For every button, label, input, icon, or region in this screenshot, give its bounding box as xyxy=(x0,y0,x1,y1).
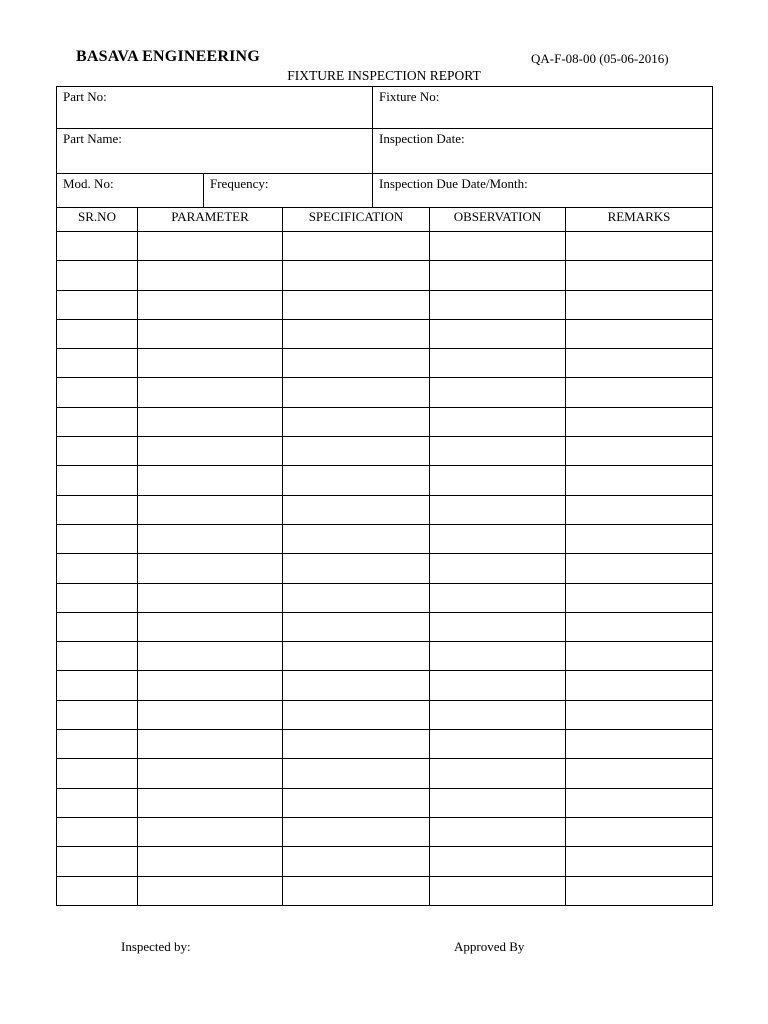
company-name: BASAVA ENGINEERING xyxy=(76,48,260,65)
table-row xyxy=(57,700,713,729)
remarks-cell[interactable] xyxy=(566,349,713,378)
sr-no-cell[interactable] xyxy=(57,700,138,729)
specification-cell[interactable] xyxy=(283,554,430,583)
observation-cell[interactable] xyxy=(430,788,566,817)
sr-no-cell[interactable] xyxy=(57,788,138,817)
sr-no-cell[interactable] xyxy=(57,876,138,905)
remarks-cell[interactable] xyxy=(566,524,713,553)
parameter-cell[interactable] xyxy=(138,437,283,466)
remarks-cell[interactable] xyxy=(566,407,713,436)
remarks-cell[interactable] xyxy=(566,554,713,583)
table-row xyxy=(57,642,713,671)
specification-cell[interactable] xyxy=(283,466,430,495)
parameter-cell[interactable] xyxy=(138,232,283,261)
table-row xyxy=(57,349,713,378)
sr-no-cell[interactable] xyxy=(57,524,138,553)
sr-no-cell[interactable] xyxy=(57,671,138,700)
parameter-cell[interactable] xyxy=(138,261,283,290)
specification-cell[interactable] xyxy=(283,524,430,553)
due-date-field[interactable]: Inspection Due Date/Month: xyxy=(373,174,713,208)
observation-cell[interactable] xyxy=(430,378,566,407)
observation-cell[interactable] xyxy=(430,876,566,905)
specification-cell[interactable] xyxy=(283,261,430,290)
info-row-part-no xyxy=(57,87,713,129)
sr-no-cell[interactable] xyxy=(57,261,138,290)
sr-no-cell[interactable] xyxy=(57,407,138,436)
remarks-cell[interactable] xyxy=(566,700,713,729)
observation-cell[interactable] xyxy=(430,407,566,436)
parameter-cell[interactable] xyxy=(138,642,283,671)
sr-no-cell[interactable] xyxy=(57,847,138,876)
inspection-table xyxy=(56,207,713,906)
parameter-cell[interactable] xyxy=(138,466,283,495)
table-row xyxy=(57,554,713,583)
table-row xyxy=(57,876,713,905)
specification-cell[interactable] xyxy=(283,642,430,671)
table-row xyxy=(57,290,713,319)
sr-no-cell[interactable] xyxy=(57,612,138,641)
remarks-cell[interactable] xyxy=(566,466,713,495)
parameter-cell[interactable] xyxy=(138,583,283,612)
remarks-cell[interactable] xyxy=(566,437,713,466)
form-code: QA-F-08-00 (05-06-2016) xyxy=(531,51,669,66)
table-row xyxy=(57,407,713,436)
approved-by-label: Approved By xyxy=(454,939,525,954)
fixture-no-field[interactable]: Fixture No: xyxy=(373,87,713,129)
parameter-cell[interactable] xyxy=(138,788,283,817)
remarks-cell[interactable] xyxy=(566,378,713,407)
sr-no-cell[interactable] xyxy=(57,232,138,261)
sr-no-cell[interactable] xyxy=(57,730,138,759)
table-row xyxy=(57,847,713,876)
observation-cell[interactable] xyxy=(430,554,566,583)
table-row xyxy=(57,261,713,290)
observation-cell[interactable] xyxy=(430,700,566,729)
specification-cell[interactable] xyxy=(283,583,430,612)
parameter-cell[interactable] xyxy=(138,524,283,553)
mod-no-field[interactable]: Mod. No: xyxy=(57,174,204,208)
table-row xyxy=(57,319,713,348)
inspection-table-body xyxy=(57,232,713,906)
specification-cell[interactable] xyxy=(283,232,430,261)
frequency-field[interactable]: Frequency: xyxy=(204,174,373,208)
column-header-sr-no: SR.NO xyxy=(57,208,138,232)
remarks-cell[interactable] xyxy=(566,495,713,524)
observation-cell[interactable] xyxy=(430,759,566,788)
parameter-cell[interactable] xyxy=(138,876,283,905)
specification-cell[interactable] xyxy=(283,349,430,378)
observation-cell[interactable] xyxy=(430,290,566,319)
parameter-cell[interactable] xyxy=(138,495,283,524)
specification-cell[interactable] xyxy=(283,876,430,905)
observation-cell[interactable] xyxy=(430,817,566,846)
parameter-cell[interactable] xyxy=(138,759,283,788)
parameter-cell[interactable] xyxy=(138,378,283,407)
column-header-specification: SPECIFICATION xyxy=(283,208,430,232)
observation-cell[interactable] xyxy=(430,319,566,348)
observation-cell[interactable] xyxy=(430,261,566,290)
remarks-cell[interactable] xyxy=(566,671,713,700)
observation-cell[interactable] xyxy=(430,495,566,524)
remarks-cell[interactable] xyxy=(566,583,713,612)
sr-no-cell[interactable] xyxy=(57,642,138,671)
specification-cell[interactable] xyxy=(283,437,430,466)
report-title-text: FIXTURE INSPECTION REPORT xyxy=(287,68,481,83)
remarks-cell[interactable] xyxy=(566,261,713,290)
sr-no-cell[interactable] xyxy=(57,554,138,583)
remarks-cell[interactable] xyxy=(566,612,713,641)
specification-cell[interactable] xyxy=(283,495,430,524)
parameter-cell[interactable] xyxy=(138,554,283,583)
remarks-cell[interactable] xyxy=(566,876,713,905)
sr-no-cell[interactable] xyxy=(57,495,138,524)
table-row xyxy=(57,583,713,612)
remarks-cell[interactable] xyxy=(566,788,713,817)
parameter-cell[interactable] xyxy=(138,290,283,319)
sr-no-cell[interactable] xyxy=(57,437,138,466)
observation-cell[interactable] xyxy=(430,612,566,641)
sr-no-cell[interactable] xyxy=(57,817,138,846)
info-row-part-name xyxy=(57,129,713,174)
remarks-cell[interactable] xyxy=(566,847,713,876)
specification-cell[interactable] xyxy=(283,290,430,319)
parameter-cell[interactable] xyxy=(138,671,283,700)
specification-cell[interactable] xyxy=(283,700,430,729)
parameter-cell[interactable] xyxy=(138,817,283,846)
remarks-cell[interactable] xyxy=(566,232,713,261)
table-row xyxy=(57,437,713,466)
column-header-remarks: REMARKS xyxy=(566,208,713,232)
specification-cell[interactable] xyxy=(283,319,430,348)
column-header-observation: OBSERVATION xyxy=(430,208,566,232)
remarks-cell[interactable] xyxy=(566,759,713,788)
observation-cell[interactable] xyxy=(430,349,566,378)
parameter-cell[interactable] xyxy=(138,612,283,641)
table-row xyxy=(57,759,713,788)
sr-no-cell[interactable] xyxy=(57,583,138,612)
specification-cell[interactable] xyxy=(283,788,430,817)
specification-cell[interactable] xyxy=(283,407,430,436)
column-header-parameter: PARAMETER xyxy=(138,208,283,232)
specification-cell[interactable] xyxy=(283,817,430,846)
report-info-table xyxy=(56,86,713,208)
remarks-cell[interactable] xyxy=(566,319,713,348)
observation-cell[interactable] xyxy=(430,730,566,759)
table-row xyxy=(57,495,713,524)
table-row xyxy=(57,671,713,700)
table-row xyxy=(57,612,713,641)
remarks-cell[interactable] xyxy=(566,290,713,319)
observation-cell[interactable] xyxy=(430,642,566,671)
specification-cell[interactable] xyxy=(283,671,430,700)
table-row xyxy=(57,378,713,407)
specification-cell[interactable] xyxy=(283,378,430,407)
table-row xyxy=(57,788,713,817)
observation-cell[interactable] xyxy=(430,583,566,612)
parameter-cell[interactable] xyxy=(138,730,283,759)
specification-cell[interactable] xyxy=(283,730,430,759)
parameter-cell[interactable] xyxy=(138,319,283,348)
sr-no-cell[interactable] xyxy=(57,319,138,348)
remarks-cell[interactable] xyxy=(566,642,713,671)
sr-no-cell[interactable] xyxy=(57,466,138,495)
specification-cell[interactable] xyxy=(283,847,430,876)
specification-cell[interactable] xyxy=(283,612,430,641)
parameter-cell[interactable] xyxy=(138,700,283,729)
observation-cell[interactable] xyxy=(430,671,566,700)
table-row xyxy=(57,730,713,759)
observation-cell[interactable] xyxy=(430,847,566,876)
part-name-field[interactable]: Part Name: xyxy=(57,129,373,174)
observation-cell[interactable] xyxy=(430,232,566,261)
info-row-mod-no xyxy=(57,174,713,208)
parameter-cell[interactable] xyxy=(138,349,283,378)
inspected-by-label: Inspected by: xyxy=(121,939,191,954)
observation-cell[interactable] xyxy=(430,466,566,495)
part-no-field[interactable]: Part No: xyxy=(57,87,373,129)
table-row xyxy=(57,232,713,261)
parameter-cell[interactable] xyxy=(138,847,283,876)
remarks-cell[interactable] xyxy=(566,817,713,846)
sr-no-cell[interactable] xyxy=(57,349,138,378)
inspection-date-field[interactable]: Inspection Date: xyxy=(373,129,713,174)
observation-cell[interactable] xyxy=(430,437,566,466)
inspection-table-header xyxy=(57,208,713,232)
parameter-cell[interactable] xyxy=(138,407,283,436)
observation-cell[interactable] xyxy=(430,524,566,553)
specification-cell[interactable] xyxy=(283,759,430,788)
sr-no-cell[interactable] xyxy=(57,378,138,407)
sr-no-cell[interactable] xyxy=(57,759,138,788)
remarks-cell[interactable] xyxy=(566,730,713,759)
sr-no-cell[interactable] xyxy=(57,290,138,319)
table-row xyxy=(57,466,713,495)
table-row xyxy=(57,524,713,553)
table-row xyxy=(57,817,713,846)
report-title xyxy=(0,68,768,84)
